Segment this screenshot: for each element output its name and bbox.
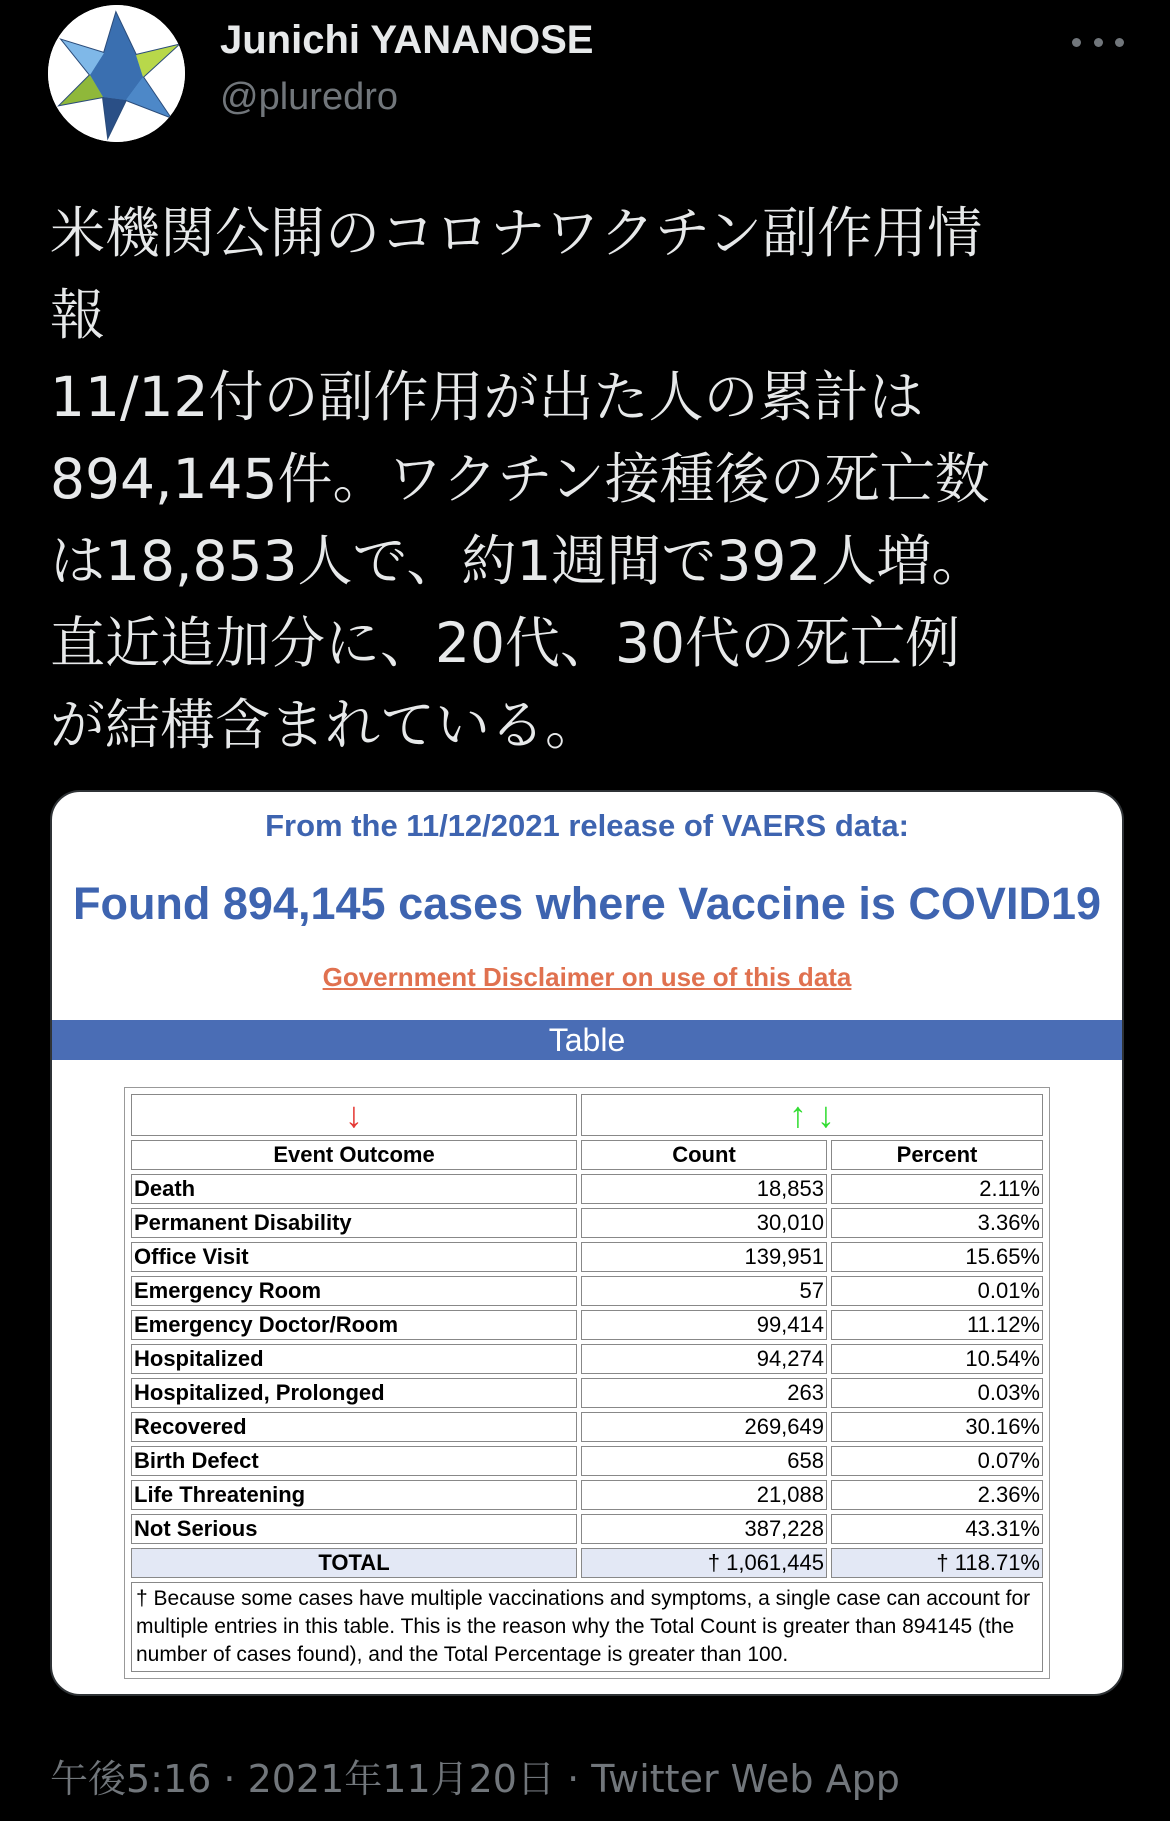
row-percent: 15.65% [831, 1242, 1043, 1272]
column-header: Count [581, 1140, 827, 1170]
sort-cell-right [581, 1094, 1043, 1136]
card-headline: Found 894,145 cases where Vaccine is COVID19 [72, 878, 1102, 929]
more-dot [1072, 38, 1081, 47]
row-percent: 43.31% [831, 1514, 1043, 1544]
row-label: Hospitalized [131, 1344, 577, 1374]
more-dot [1094, 38, 1103, 47]
row-percent: 0.07% [831, 1446, 1043, 1476]
row-label: Office Visit [131, 1242, 577, 1272]
table-row [131, 1242, 1043, 1272]
row-count: 269,649 [581, 1412, 827, 1442]
tweet-text-line: 11/12付の副作用が出た人の累計は [50, 365, 924, 429]
row-count: 139,951 [581, 1242, 827, 1272]
table-footnote: † Because some cases have multiple vaccinations and symptoms, a single case can account for multiple entries in this table. This is the reason why the Total Count is greater than 894145 (the number of cases found), and the Total Percentage is greater than 100. [131, 1582, 1043, 1672]
row-percent: 30.16% [831, 1412, 1043, 1442]
tweet-text-line: 報 [50, 283, 106, 347]
total-label: TOTAL [131, 1548, 577, 1578]
row-count: 30,010 [581, 1208, 827, 1238]
tweet-text-line: 894,145件。ワクチン接種後の死亡数 [50, 447, 990, 511]
attached-image[interactable] [50, 790, 1124, 1696]
table-row [131, 1276, 1043, 1306]
row-count: 99,414 [581, 1310, 827, 1340]
row-label: Not Serious [131, 1514, 577, 1544]
table-row [131, 1344, 1043, 1374]
table-row [131, 1378, 1043, 1408]
tweet-text-line: が結構含まれている。 [50, 693, 601, 757]
column-header: Event Outcome [131, 1140, 577, 1170]
author-name[interactable]: Junichi YANANOSE [220, 18, 594, 62]
column-header: Percent [831, 1140, 1043, 1170]
tweet-text-line: 米機関公開のコロナワクチン副作用情 [50, 201, 983, 265]
row-count: 18,853 [581, 1174, 827, 1204]
table-row [131, 1208, 1043, 1238]
row-label: Death [131, 1174, 577, 1204]
row-percent: 11.12% [831, 1310, 1043, 1340]
table-row [131, 1310, 1043, 1340]
total-percent: † 118.71% [831, 1548, 1043, 1578]
arrow-down-icon[interactable]: ↓ [817, 1094, 835, 1135]
disclaimer-link[interactable]: Government Disclaimer on use of this data [322, 962, 852, 992]
table-row [131, 1480, 1043, 1510]
author-handle[interactable]: @pluredro [220, 76, 398, 118]
total-count: † 1,061,445 [581, 1548, 827, 1578]
row-label: Emergency Doctor/Room [131, 1310, 577, 1340]
row-label: Birth Defect [131, 1446, 577, 1476]
row-label: Life Threatening [131, 1480, 577, 1510]
row-count: 94,274 [581, 1344, 827, 1374]
row-percent: 2.11% [831, 1174, 1043, 1204]
tweet-timestamp[interactable]: 午後5:16 · 2021年11月20日 · Twitter Web App [50, 1757, 900, 1801]
row-percent: 0.03% [831, 1378, 1043, 1408]
row-label: Recovered [131, 1412, 577, 1442]
sort-cell-left [131, 1094, 577, 1136]
total-row [131, 1548, 1043, 1578]
row-count: 658 [581, 1446, 827, 1476]
row-percent: 0.01% [831, 1276, 1043, 1306]
row-label: Permanent Disability [131, 1208, 577, 1238]
row-percent: 10.54% [831, 1344, 1043, 1374]
table-row [131, 1446, 1043, 1476]
row-count: 21,088 [581, 1480, 827, 1510]
table-row [131, 1514, 1043, 1544]
table-row [131, 1412, 1043, 1442]
table-bar: Table [52, 1020, 1122, 1060]
vaers-table [124, 1087, 1050, 1679]
row-percent: 2.36% [831, 1480, 1043, 1510]
avatar[interactable] [48, 5, 185, 142]
row-count: 263 [581, 1378, 827, 1408]
card-subtitle: From the 11/12/2021 release of VAERS data: [265, 808, 909, 843]
tweet-text [50, 192, 1120, 766]
row-count: 57 [581, 1276, 827, 1306]
arrow-down-icon[interactable]: ↓ [345, 1094, 363, 1135]
polyhedron-avatar-icon [48, 5, 185, 142]
arrow-up-icon[interactable]: ↑ [788, 1094, 807, 1135]
row-count: 387,228 [581, 1514, 827, 1544]
table-row [131, 1174, 1043, 1204]
row-percent: 3.36% [831, 1208, 1043, 1238]
row-label: Hospitalized, Prolonged [131, 1378, 577, 1408]
tweet-text-line: は18,853人で、約1週間で392人増。 [50, 529, 987, 593]
more-horizontal-icon[interactable] [1072, 22, 1124, 62]
row-label: Emergency Room [131, 1276, 577, 1306]
tweet-text-line: 直近追加分に、20代、30代の死亡例 [50, 611, 960, 675]
more-dot [1115, 38, 1124, 47]
